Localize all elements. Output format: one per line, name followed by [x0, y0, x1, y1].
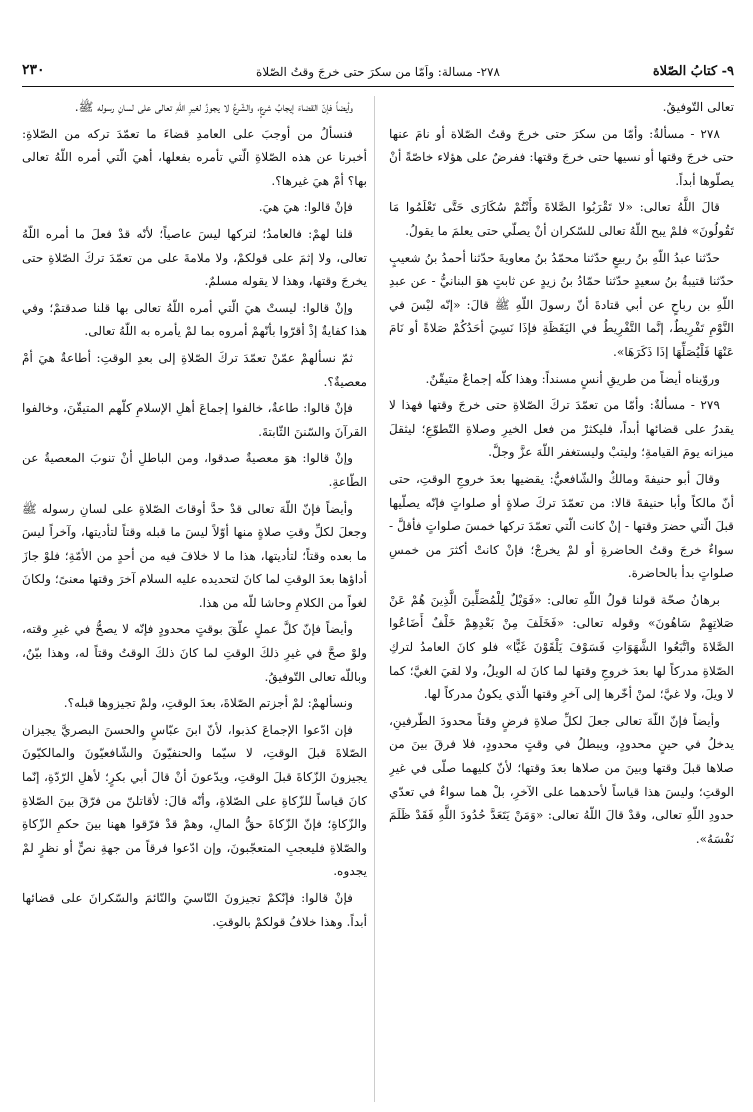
- paragraph: قالَ اللَّهُ تعالى: «لا تَقْرَبُوا الصَّلاةَ وأَنْتُمْ سُكَارَى حَتَّى تَعْلَمُوا مَا تَقُولُونَ» فلمْ يبح اللّهُ تعالى للسّكران أنْ يصلّي حتى يعلمَ ما يقولُ.: [389, 200, 734, 238]
- issue-title: ٢٧٨- مسالة: واَمّا من سكرَ حتى خرجَ وقتُ الصّلاة: [256, 65, 500, 79]
- paragraph: فإنْ قالوا: فإنّكمْ تجيزونَ النّاسيَ والنّائمَ والسّكرانَ على قضائها أبداً. وهذا خلافُ قولكمْ بالوقتِ.: [22, 891, 367, 929]
- issue-279: ٢٧٩ - مسألةٌ: وأمّا من تعمّدَ تركَ الصّلاةِ حتى خرجَ وقتها فهذا لا يقدرُ على قضائها أبداً، فليكثرْ من فعل الخيرِ وصلاةِ التّطوّعِ؛ ليثقلَ ميزانه يومَ القيامةِ؛ وليتبْ وليستغفر اللّهَ عزَّ وجلَّ.: [389, 398, 734, 460]
- paragraph: فنسألُ من أوجبَ على العامدِ قضاءَ ما تعمّدَ تركه من الصّلاةِ: أخبرنا عن هذه الصّلاةِ الّتي تأمره بفعلها، أهيَ الّتي أمره اللّهُ تعالى بها؟ أمْ هيَ غيرها؟.: [22, 126, 367, 188]
- paragraph: برهانُ صحّة قولنا قولُ اللّهِ تعالى: «فَوَيْلٌ لِلْمُصَلِّينَ الَّذِينَ هُمْ عَنْ صَلاتِهِمْ سَاهُونَ» وقوله تعالى: «فَخَلَفَ مِنْ بَعْدِهِمْ خَلْفٌ أَضَاعُوا الصَّلاةَ واتَّبَعُوا الشَّهَوَاتِ فَسَوْفَ يَلْقَوْنَ غَيًّا» فلو كانَ العامدُ لتركِ الصّلاةِ مدركاً لها بعدَ خروجِ وقتها لما كانَ له الويلُ، ولا لقيَ الغيَّ؛ كما لا ويلَ، ولا غيَّ؛ لمنْ أخّرها إلى آخرِ وقتها الّذي يكونُ مدركاً لها.: [389, 592, 734, 702]
- paragraph: فإنْ قالوا: طاعةٌ، خالفوا إجماعَ أهلِ الإسلامِ كلّهم المتيقّنَ، وخالفوا القرآنَ والسّننَ الثّابتةَ.: [22, 401, 367, 439]
- paragraph: وروّيناه أيضاً من طريقِ أنسٍ مسنداً: وهذا كلّه إجماعٌ متيقّنٌ.: [425, 371, 720, 386]
- hadith-chain: حدّثنا عبدُ اللّهِ بنُ ربيعٍ حدّثنا محمّدُ بنُ معاويةَ حدّثنا أحمدُ بنُ شعيبٍ حدّثنا قتيبةُ بنُ سعيدٍ حدّثنا حمّادُ بنُ زيدٍ عن ثابتٍ هوَ البنانيُّ - عن عبدِ اللّهِ بن رباحٍ عن أبي قتادةَ أنّ رسولَ اللّهِ ﷺ قالَ: «إنّه ليْسَ في النَّوْمِ تَفْرِيطٌ، إنَّما التَّفْرِيطُ في اليَقَظَةِ فإذَا نَسِيَ أحَدُكُمْ صَلاةً أو نَامَ عَنْهَا فَلْيُصَلِّهَا إذَا ذَكَرَهَا».: [389, 250, 734, 359]
- book-title: ٩- كتابُ الصّلاة: [652, 64, 734, 79]
- paragraph: فإن ادّعوا الإجماعَ كذبوا، لأنّ ابنَ عبّاسٍ والحسنَ البصريَّ يجيزان الصّلاةَ قبلَ الوقتِ، لا سيّما والحنفيّونَ والشّافعيّونَ والمالكيّونَ يجيزونَ الزّكاةَ قبلَ الوقتِ، ويدّعونَ أنْ قالَ أبي بكرٍ؛ لأهلِ الرّدّةِ، إنّما كانَ قياساً للزّكاةِ على الصّلاةِ، وأنّه قالَ: لأقاتلنّ من فرّقَ بينَ الصّلاةِ والزّكاةِ؛ فإنّ الزّكاةَ حقُّ المالِ، وهمْ قدْ فرّقوا ههنا بينَ حكمِ الزّكاةِ والصّلاةِ فليعجبِ المتعجّبونَ، وإن ادّعوا فرقاً من جهةِ نصٍّ أو نظرٍ لمْ يجدوه.: [22, 722, 367, 879]
- running-header: [22, 62, 734, 87]
- paragraph: فإنْ قالوا: هيَ هيَ.: [258, 200, 353, 215]
- paragraph: ونسألهمْ: لمْ أجزتم الصّلاةَ، بعدَ الوقتِ، ولمْ تجيزوها قبله؟.: [63, 696, 353, 711]
- paragraph: وقالَ أبو حنيفةَ ومالكٌ والشّافعيُّ: يقضيها بعدَ خروجِ الوقتِ، حتى أنّ مالكاً وأبا حنيفةَ قالا: من تعمّدَ تركَ صلاةٍ أو صلواتٍ فإنّه يصلّيها قبلَ الّتي حضرَ وقتها - إنْ كانت الّتي تعمّدَ تركها خمسَ صلواتٍ فأقلَّ - سواءٌ خرجَ وقتُ الحاضرةِ أو لمْ يخرجْ؛ فإنْ كانتْ أكثرَ من خمسِ صلواتٍ بدأ بالحاضرة.: [389, 471, 734, 581]
- paragraph: وإنْ قالوا: هوَ معصيةٌ صدقوا، ومن الباطلِ أنْ تنوبَ المعصيةُ عن الطّاعةِ.: [22, 451, 367, 489]
- column-divider: [374, 96, 375, 1102]
- paragraph: وأيضاً فإنّ اللّهَ تعالى قدْ حدَّ أوقاتَ الصّلاةِ على لسانِ رسوله ﷺ وجعلَ لكلِّ وقتِ صلاةٍ منها أوّلاً ليسَ ما قبله وقتاً لتأديتها، وآخراً ليسَ ما بعده وقتاً؛ لتأديتها، هذا ما لا خلافَ فيه من أحدٍ من الأمّةِ؛ فلوْ جازَ أداؤها بعدَ الوقتِ لما كانَ لتحديده عليه السلام آخرَ وقتها معنىً؛ ولكانَ لغواً من الكلامِ وحاشا للّه من هذا.: [22, 501, 367, 610]
- paragraph: قلنا لهمْ: فالعامدُ؛ لتركها ليسَ عاصياً؛ لأنّه قدْ فعلَ ما أمره اللّهُ تعالى، ولا إثمَ على قولكمْ، ولا ملامةَ على من تعمّدَ تركَ الصّلاةِ حتى يخرجَ وقتها، وهذا لا يقوله مسلمٌ.: [22, 226, 367, 289]
- left-column: [22, 96, 367, 1104]
- paragraph: وأيضاً فإنّ كلَّ عملٍ علّقَ بوقتٍ محدودٍ فإنّه لا يصحُّ في غيرِ وقته، ولوْ صحَّ في غيرِ ذلكَ الوقتِ لما كانَ ذلكَ الوقتُ وقتاً له، وهذا بيّنٌ، وباللّه تعالى التّوفيقُ.: [22, 622, 367, 684]
- paragraph: وأيضاً فإنّ القضاءَ إيجابُ شرعٍ، والشّرعُ لا يجوزُ لغيرِ اللّهِ تعالى على لسانِ رسوله ﷺ.: [74, 100, 353, 114]
- issue-278: ٢٧٨ - مسألةٌ: وأمّا من سكرَ حتى خرجَ وقتُ الصّلاة أو نامَ عنها حتى خرجَ وقتها أو نسيها حتى خرجَ وقتها: ففرضٌ على هؤلاء خاصّةً أنْ يصلّوها أبداً.: [389, 126, 734, 188]
- page-number: ٢٣٠: [22, 62, 45, 78]
- right-column: [389, 96, 734, 1104]
- paragraph: تعالى التّوفيقُ.: [662, 100, 734, 114]
- paragraph: وإنْ قالوا: ليستْ هيَ الّتي أمره اللّهُ تعالى بها قلنا صدقتمْ؛ وفي هذا كفايةٌ إذْ أقرّوا بأنّهمْ أمروه بما لمْ يأمره به اللّهُ تعالى.: [22, 300, 367, 339]
- paragraph: ثمّ نسألهمْ عمّنْ تعمّدَ تركَ الصّلاةِ إلى بعدِ الوقتِ: أطاعةٌ هيَ أمْ معصيةٌ؟.: [22, 350, 367, 389]
- paragraph: وأيضاً فإنّ اللّهَ تعالى جعلَ لكلِّ صلاةِ فرضٍ وقتاً محدودَ الطّرفينِ، يدخلُ في حينٍ محدودٍ، ويبطلُ في وقتٍ محدودٍ، فلا فرقَ بينَ من صلاها قبلَ وقتها وبينَ من صلاها بعدَ وقتها؛ لأنّ كليهما صلّى في غيرِ الوقتِ؛ وليسَ هذا قياساً لأحدهما على الآخرِ، بلْ هما سواءٌ في تعدّي حدودِ اللّهِ تعالى، وقدْ قالَ اللّهُ تعالى: «وَمَنْ يَتَعَدَّ حُدُودَ اللَّهِ فَقَدْ ظَلَمَ نَفْسَهُ».: [389, 713, 734, 846]
